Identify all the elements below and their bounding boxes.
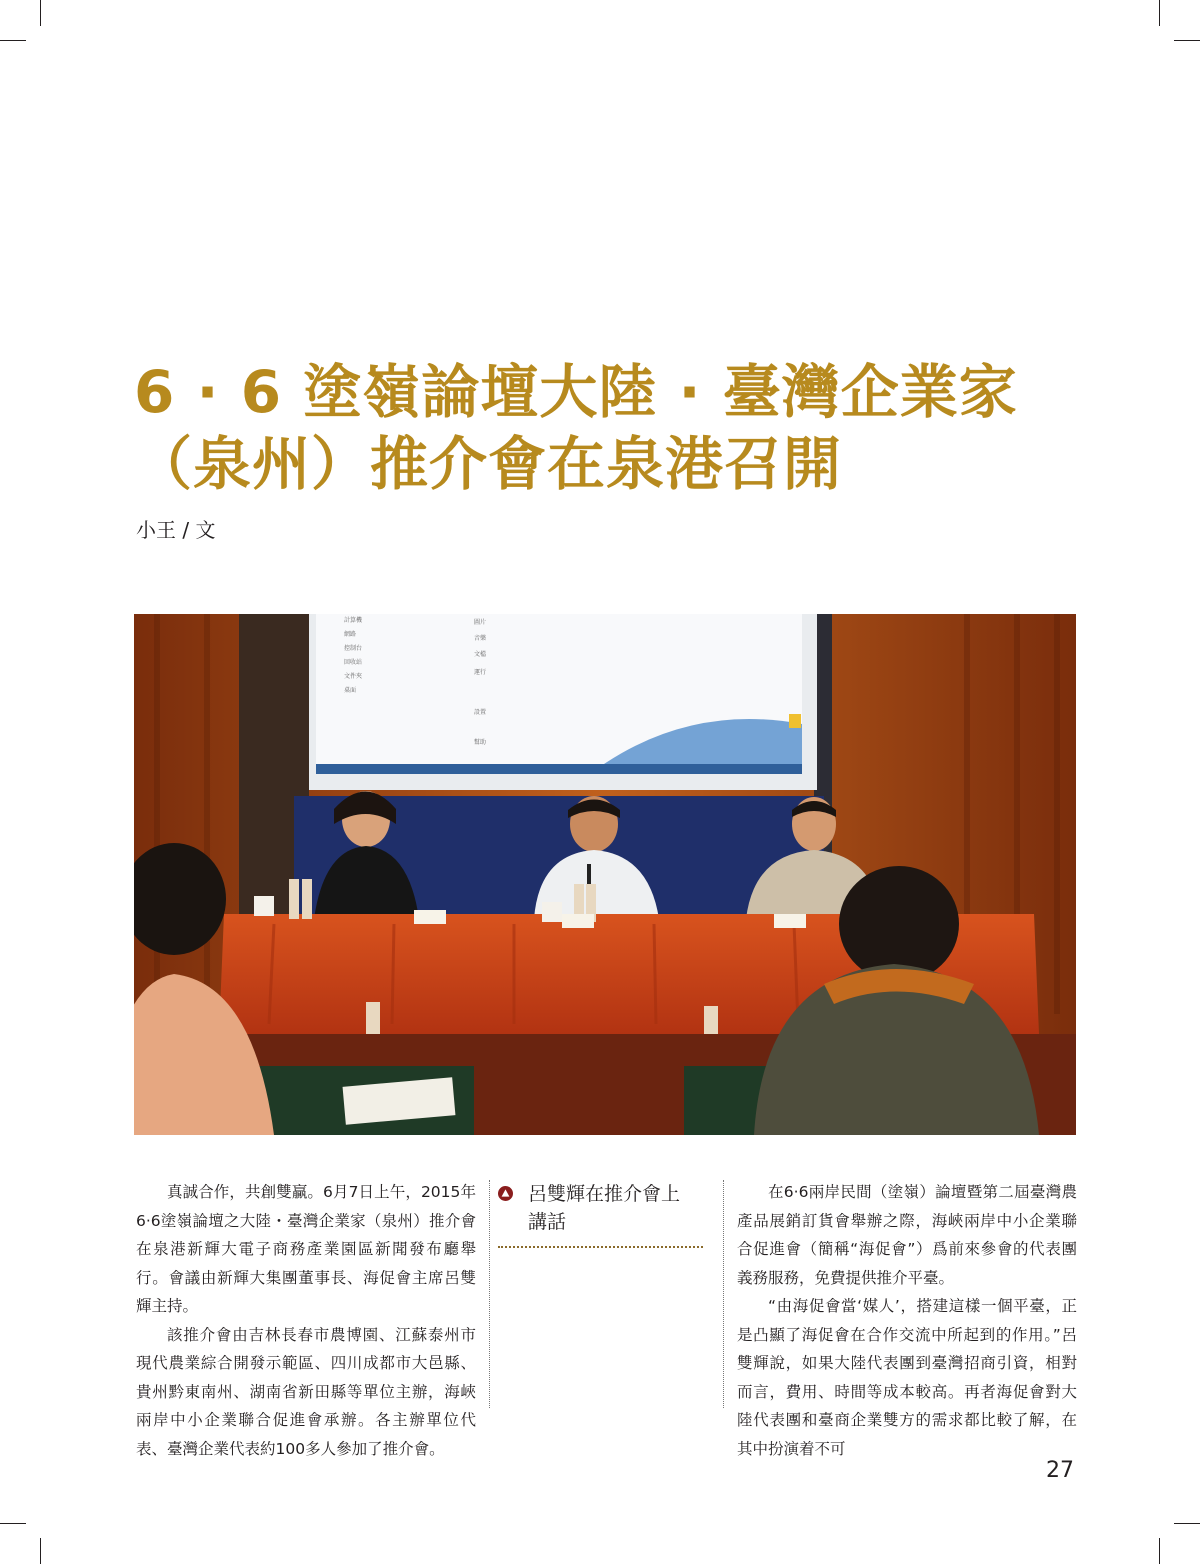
page-number: 27 bbox=[1046, 1458, 1074, 1483]
column-divider bbox=[489, 1180, 490, 1408]
caption-line2: 講話 bbox=[528, 1211, 567, 1233]
projector-menu-item: 文檔 bbox=[474, 651, 487, 658]
projector-menu-item: 文件夾 bbox=[344, 673, 363, 680]
projector-menu-item: 回收站 bbox=[344, 659, 363, 666]
body-paragraph: 在6·6兩岸民間（塗嶺）論壇暨第二屆臺灣農產品展銷訂貨會舉辦之際，海峽兩岸中小企業聯合促進會（簡稱“海促會”）爲前來參會的代表團義務服務，免費提供推介平臺。 bbox=[737, 1183, 1077, 1287]
projector-menu-item: 音樂 bbox=[474, 635, 487, 642]
crop-mark bbox=[1159, 1538, 1160, 1564]
crop-mark bbox=[1174, 40, 1200, 41]
crop-mark bbox=[40, 1538, 41, 1564]
body-column-right bbox=[737, 1178, 1077, 1463]
column-divider bbox=[723, 1180, 724, 1408]
conference-photo bbox=[134, 614, 1076, 1135]
projector-menu-item: 桌面 bbox=[344, 687, 357, 694]
crop-mark bbox=[40, 0, 41, 26]
byline: 小王 / 文 bbox=[136, 518, 216, 542]
crop-mark bbox=[0, 1523, 26, 1524]
body-column-left bbox=[136, 1178, 476, 1463]
projector-menu-item: 控制台 bbox=[344, 645, 363, 652]
article-title-line1: 6 · 6 塗嶺論壇大陸 · 臺灣企業家 bbox=[134, 358, 1018, 426]
crop-mark bbox=[0, 40, 26, 41]
body-paragraph: “由海促會當‘媒人’，搭建這樣一個平臺，正是凸顯了海促會在合作交流中所起到的作用。”呂雙輝說，如果大陸代表團到臺灣招商引資，相對而言，費用、時間等成本較高。再者海促會對大陸代表團和臺商企業雙方的需求都比較了解，在其中扮演着不可 bbox=[737, 1297, 1077, 1458]
photo-caption bbox=[498, 1180, 703, 1248]
crop-mark bbox=[1159, 0, 1160, 26]
crop-mark bbox=[1174, 1523, 1200, 1524]
projector-menu-item: 運行 bbox=[474, 669, 487, 676]
projector-menu-item: 計算機 bbox=[344, 617, 363, 624]
body-paragraph: 真誠合作，共創雙贏。6月7日上午，2015年6·6塗嶺論壇之大陸・臺灣企業家（泉州）推介會在泉港新輝大電子商務產業園區新聞發布廳舉行。會議由新輝大集團董事長、海促會主席呂雙輝主持。 bbox=[136, 1183, 476, 1315]
projector-menu-item: 設置 bbox=[474, 709, 487, 716]
article-title bbox=[134, 356, 1018, 500]
projector-menu-item: 網路 bbox=[344, 631, 357, 638]
article-title-line2: （泉州）推介會在泉港召開 bbox=[134, 430, 843, 498]
triangle-in-circle-icon bbox=[498, 1186, 513, 1201]
projector-menu-item: 圖片 bbox=[474, 619, 487, 626]
caption-line1: 呂雙輝在推介會上 bbox=[528, 1183, 681, 1205]
projector-menu-item: 幫助 bbox=[474, 739, 487, 746]
body-paragraph: 該推介會由吉林長春市農博園、江蘇泰州市現代農業綜合開發示範區、四川成都市大邑縣、貴州黔東南州、湖南省新田縣等單位主辦，海峽兩岸中小企業聯合促進會承辦。各主辦單位代表、臺灣企業代表約100多人參加了推介會。 bbox=[136, 1325, 476, 1458]
